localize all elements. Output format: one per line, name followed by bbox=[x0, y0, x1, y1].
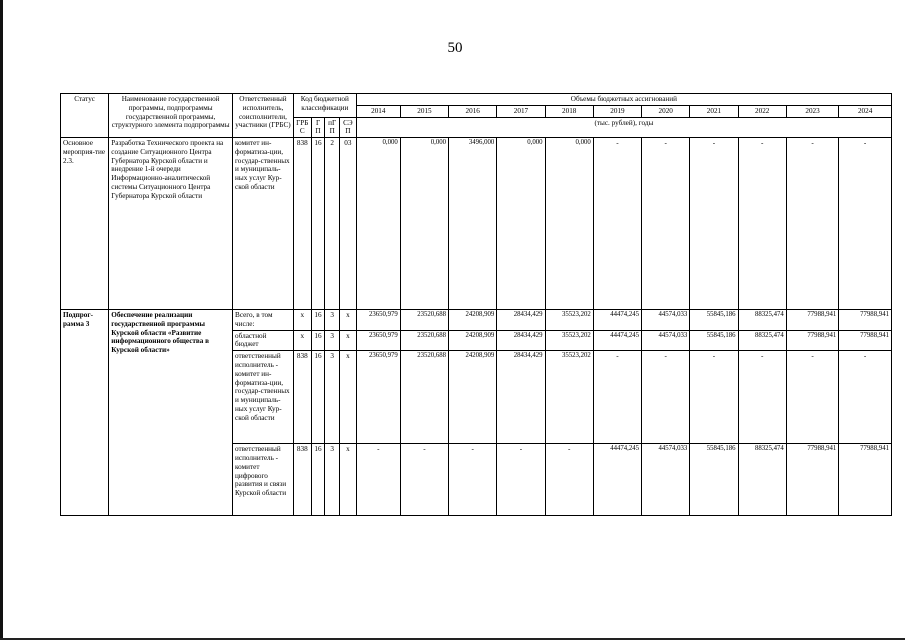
row2-code-grbs: x bbox=[293, 310, 311, 331]
code-col-grbs: ГРБС bbox=[293, 117, 311, 138]
row3-value-2024: 77988,941 bbox=[839, 330, 892, 351]
row3-code-pgp: 3 bbox=[325, 330, 340, 351]
row4-value-2024: - bbox=[839, 351, 892, 444]
row4-value-2017: 28434,429 bbox=[497, 351, 545, 444]
year-2020: 2020 bbox=[642, 105, 690, 117]
row4-value-2023: - bbox=[786, 351, 838, 444]
header-name: Наименование государственной программы, подпрограммы государственной программы, структурного элемента подпрограммы bbox=[109, 94, 233, 138]
code-col-gp: ГП bbox=[311, 117, 325, 138]
row1-value-2019: - bbox=[593, 138, 641, 310]
row3-value-2016: 24208,909 bbox=[449, 330, 497, 351]
row1-value-2016: 3496,000 bbox=[449, 138, 497, 310]
row3-code-grbs: x bbox=[293, 330, 311, 351]
row3-executor: областной бюджет bbox=[233, 330, 294, 351]
row2-status: Подпрог-рамма 3 bbox=[61, 310, 109, 516]
row2-value-2017: 28434,429 bbox=[497, 310, 545, 331]
row1-value-2024: - bbox=[839, 138, 892, 310]
row1-value-2017: 0,000 bbox=[497, 138, 545, 310]
row5-code-pgp: 3 bbox=[325, 444, 340, 516]
row1-code-sep: 03 bbox=[340, 138, 357, 310]
row5-code-gp: 16 bbox=[311, 444, 325, 516]
row1-code-gp: 16 bbox=[311, 138, 325, 310]
row2-code-pgp: 3 bbox=[325, 310, 340, 331]
header-executor: Ответственный исполнитель, соисполнители, участники (ГРБС) bbox=[233, 94, 294, 138]
row4-value-2014: 23650,979 bbox=[356, 351, 400, 444]
row2-code-sep: x bbox=[340, 310, 357, 331]
year-2018: 2018 bbox=[545, 105, 593, 117]
row3-value-2020: 44574,033 bbox=[642, 330, 690, 351]
row2-value-2014: 23650,979 bbox=[356, 310, 400, 331]
row5-value-2018: - bbox=[545, 444, 593, 516]
row4-value-2022: - bbox=[738, 351, 786, 444]
header-budget-code: Код бюджетной классификации bbox=[293, 94, 356, 118]
row5-value-2022: 88325,474 bbox=[738, 444, 786, 516]
row5-value-2016: - bbox=[449, 444, 497, 516]
row5-value-2023: 77988,941 bbox=[786, 444, 838, 516]
row2-value-2022: 88325,474 bbox=[738, 310, 786, 331]
row3-value-2019: 44474,245 bbox=[593, 330, 641, 351]
row1-executor: комитет ин-форматиза-ции, государ-ственных и муниципаль-ных услуг Кур-ской области bbox=[233, 138, 294, 310]
row5-code-sep: x bbox=[340, 444, 357, 516]
row4-value-2016: 24208,909 bbox=[449, 351, 497, 444]
row2-value-2016: 24208,909 bbox=[449, 310, 497, 331]
row5-code-grbs: 838 bbox=[293, 444, 311, 516]
year-2023: 2023 bbox=[786, 105, 838, 117]
row2-value-2018: 35523,202 bbox=[545, 310, 593, 331]
row5-value-2021: 55845,186 bbox=[690, 444, 738, 516]
row3-value-2021: 55845,186 bbox=[690, 330, 738, 351]
header-row-1 bbox=[61, 94, 892, 106]
budget-table bbox=[60, 93, 892, 516]
row1-value-2014: 0,000 bbox=[356, 138, 400, 310]
table-row bbox=[61, 310, 892, 331]
row2-value-2024: 77988,941 bbox=[839, 310, 892, 331]
row5-value-2019: 44474,245 bbox=[593, 444, 641, 516]
row4-code-pgp: 3 bbox=[325, 351, 340, 444]
year-2021: 2021 bbox=[690, 105, 738, 117]
row2-executor: Всего, в том числе: bbox=[233, 310, 294, 331]
year-2017: 2017 bbox=[497, 105, 545, 117]
row3-value-2015: 23520,688 bbox=[400, 330, 448, 351]
row3-value-2018: 35523,202 bbox=[545, 330, 593, 351]
row2-value-2021: 55845,186 bbox=[690, 310, 738, 331]
row4-value-2015: 23520,688 bbox=[400, 351, 448, 444]
header-volumes-units: (тыс. рублей), годы bbox=[356, 117, 891, 138]
row1-code-pgp: 2 bbox=[325, 138, 340, 310]
row1-value-2015: 0,000 bbox=[400, 138, 448, 310]
year-2015: 2015 bbox=[400, 105, 448, 117]
page-number: 50 bbox=[447, 40, 463, 56]
row4-code-grbs: 838 bbox=[293, 351, 311, 444]
row3-code-gp: 16 bbox=[311, 330, 325, 351]
code-col-sep: СЭП bbox=[340, 117, 357, 138]
code-col-pgp: пГП bbox=[325, 117, 340, 138]
row5-value-2017: - bbox=[497, 444, 545, 516]
row5-value-2024: 77988,941 bbox=[839, 444, 892, 516]
row2-value-2020: 44574,033 bbox=[642, 310, 690, 331]
row4-executor: ответственный исполнитель - комитет ин-форматиза-ции, государ-ственных и муниципаль-ных услуг Кур-ской области bbox=[233, 351, 294, 444]
row3-value-2022: 88325,474 bbox=[738, 330, 786, 351]
row1-value-2022: - bbox=[738, 138, 786, 310]
header-volumes bbox=[356, 94, 891, 106]
row1-code-grbs: 838 bbox=[293, 138, 311, 310]
row3-code-sep: x bbox=[340, 330, 357, 351]
row3-value-2017: 28434,429 bbox=[497, 330, 545, 351]
year-2014: 2014 bbox=[356, 105, 400, 117]
row1-value-2020: - bbox=[642, 138, 690, 310]
header-volumes-line1: Объемы бюджетных ассигнований bbox=[570, 95, 677, 103]
row5-value-2015: - bbox=[400, 444, 448, 516]
row4-value-2020: - bbox=[642, 351, 690, 444]
row4-code-gp: 16 bbox=[311, 351, 325, 444]
table-row bbox=[61, 138, 892, 310]
row3-value-2023: 77988,941 bbox=[786, 330, 838, 351]
row1-value-2018: 0,000 bbox=[545, 138, 593, 310]
row2-name: Обеспечение реализации государственной программы Курской области «Развитие информационного общества в Курской области» bbox=[109, 310, 233, 516]
row4-value-2019: - bbox=[593, 351, 641, 444]
row1-name: Разработка Технического проекта на создание Ситуационного Центра Губернатора Курской области и внедрение 1-й очереди Информационно-аналитической системы Ситуационного Центра Губернатора Курской области bbox=[109, 138, 233, 310]
row4-code-sep: x bbox=[340, 351, 357, 444]
row1-value-2023: - bbox=[786, 138, 838, 310]
row5-value-2020: 44574,033 bbox=[642, 444, 690, 516]
row4-value-2021: - bbox=[690, 351, 738, 444]
row2-code-gp: 16 bbox=[311, 310, 325, 331]
year-2019: 2019 bbox=[593, 105, 641, 117]
row2-value-2015: 23520,688 bbox=[400, 310, 448, 331]
scan-edge-left bbox=[0, 0, 3, 640]
row5-value-2014: - bbox=[356, 444, 400, 516]
row4-value-2018: 35523,202 bbox=[545, 351, 593, 444]
row5-executor: ответственный исполнитель - комитет цифрового развития и связи Курской области bbox=[233, 444, 294, 516]
row2-value-2019: 44474,245 bbox=[593, 310, 641, 331]
row1-status: Основное мероприя-тие 2.3. bbox=[61, 138, 109, 310]
year-2022: 2022 bbox=[738, 105, 786, 117]
row2-value-2023: 77988,941 bbox=[786, 310, 838, 331]
row1-value-2021: - bbox=[690, 138, 738, 310]
year-2024: 2024 bbox=[839, 105, 892, 117]
year-2016: 2016 bbox=[449, 105, 497, 117]
header-status: Статус bbox=[61, 94, 109, 138]
row3-value-2014: 23650,979 bbox=[356, 330, 400, 351]
